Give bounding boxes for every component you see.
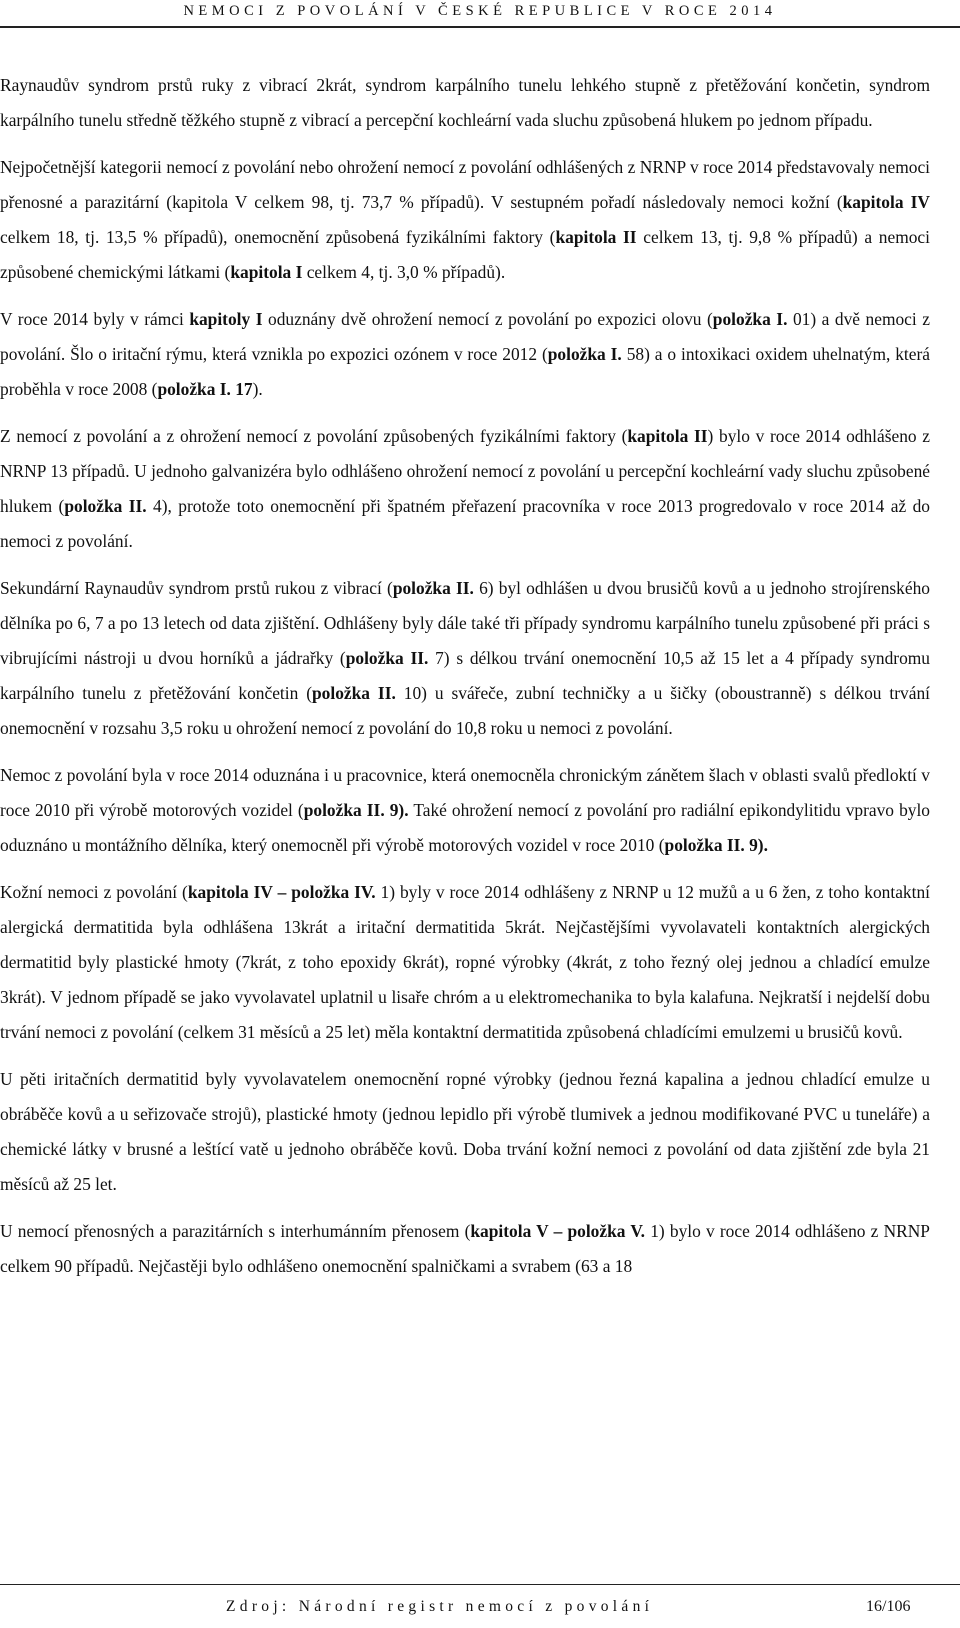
text-run: 4), protože toto onemocnění při špatném přeřazení pracovníka v roce 2013 progredovalo v roce 2014 až do nemoci z povolání. [0, 496, 930, 551]
paragraph-9 [0, 1214, 930, 1284]
bold-reference: položka II. [64, 496, 147, 516]
footer-rule [0, 1584, 960, 1585]
paragraph-3 [0, 302, 930, 407]
text-run: celkem 13, tj. 9,8 % případů) a nemoci způsobené chemickými látkami ( [0, 227, 930, 282]
header-rule [0, 26, 960, 28]
paragraph-6 [0, 758, 930, 863]
text-run: ). [252, 379, 263, 399]
text-run: Nejpočetnější kategorii nemocí z povolání nebo ohrožení nemocí z povolání odhlášených z NRNP v roce 2014 představovaly nemoci přenosné a parazitární (kapitola V celkem 98, tj. 73,7 % případů). V sestupném pořadí následovaly nemoci kožní ( [0, 157, 930, 212]
text-run: 6) byl odhlášen u dvou brusičů kovů a u jednoho strojírenského dělníka po 6, 7 a po 13 letech od data zjištění. Odhlášeny byly dále také tři případy syndromu karpálního tunelu způsobené při práci s vibrujícími nástroji u dvou horníků a jádrařky ( [0, 578, 930, 668]
paragraph-7 [0, 875, 930, 1050]
text-run: 58) a o intoxikaci oxidem uhelnatým, která proběhla v roce 2008 ( [0, 344, 930, 399]
text-run: 10) u svářeče, zubní techničky a u šičky (oboustranně) s délkou trvání onemocnění v rozsahu 3,5 roku u ohrožení nemocí z povolání do 10,8 roku u nemoci z povolání. [0, 683, 930, 738]
bold-reference: položka II. 9). [303, 800, 409, 820]
bold-reference: kapitola II [627, 426, 708, 446]
bold-reference: kapitoly I [189, 309, 263, 329]
text-run: ) bylo v roce 2014 odhlášeno z NRNP 13 případů. U jednoho galvanizéra bylo odhlášeno ohrožení nemocí z povolání u percepční kochleární vady sluchu způsobené hlukem ( [0, 426, 931, 516]
bold-reference: položka II. [312, 683, 396, 703]
text-run: celkem 4, tj. 3,0 % případů). [302, 262, 506, 282]
paragraph-1: Raynaudův syndrom prstů ruky z vibrací 2krát, syndrom karpálního tunelu lehkého stupně z přetěžování končetin, syndrom karpálního tunelu středně těžkého stupně z vibrací a percepční kochleární vada sluchu způsobená hlukem po jednom případu. [0, 75, 930, 130]
text-run: 1) bylo v roce 2014 odhlášeno z NRNP celkem 90 případů. Nejčastěji bylo odhlášeno onemocnění spalničkami a svrabem (63 a 18 [0, 1221, 930, 1276]
text-run: U nemocí přenosných a parazitárních s interhumánním přenosem ( [0, 1221, 471, 1241]
text-run: Sekundární Raynaudův syndrom prstů rukou z vibrací ( [0, 578, 393, 598]
bold-reference: položka II. 9). [664, 835, 768, 855]
text-run: Také ohrožení nemocí z povolání pro radiální epikondylitidu vpravo bylo oduznáno u montážního dělníka, který onemocněl při výrobě motorových vozidel v roce 2010 ( [0, 800, 930, 855]
running-header: NEMOCI Z POVOLÁNÍ V ČESKÉ REPUBLICE V ROCE 2014 [183, 3, 777, 19]
bold-reference: kapitola II [555, 227, 637, 247]
bold-reference: položka I. 17 [157, 379, 253, 399]
bold-reference: kapitola IV [842, 192, 930, 212]
paragraph-8: U pěti iritačních dermatitid byly vyvolavatelem onemocnění ropné výrobky (jednou řezná kapalina a jednou chladící emulze u obráběče kovů a u seřizovače strojů), plastické hmoty (jednou lepidlo při výrobě tlumivek a jednou modifikované PVC u tuneláře) a chemické látky v brusné a leštící vatě u jednoho obráběče kovů. Doba trvání kožní nemoci z povolání od data zjištění zde byla 21 měsíců až 25 let. [0, 1069, 930, 1194]
bold-reference: položka I. [547, 344, 622, 364]
bold-reference: položka II. [392, 578, 474, 598]
text-run: celkem 18, tj. 13,5 % případů), onemocnění způsobená fyzikálními faktory ( [0, 227, 556, 247]
document-body [0, 68, 930, 1296]
bold-reference: kapitola V – položka V. [470, 1221, 645, 1241]
paragraph-2 [0, 150, 930, 290]
text-run: 1) byly v roce 2014 odhlášeny z NRNP u 12 mužů a u 6 žen, z toho kontaktní alergická dermatitida byla odhlášena 13krát a iritační dermatitida 5krát. Nejčastějšími vyvolavateli kontaktních alergických dermatitid byly plastické hmoty (7krát, z toho epoxidy 6krát), ropné výrobky (4krát, z toho řezný olej jednou a chladící emulze 3krát). V jednom případě se jako vyvolavatel uplatnil u lisaře chróm a u elektromechanika to byla kalafuna. Nejkratší i nejdelší dobu trvání nemoci z povolání (celkem 31 měsíců a 25 let) měla kontaktní dermatitida způsobená chladícími emulzemi u brusičů kovů. [0, 882, 930, 1042]
text-run: V roce 2014 byly v rámci [0, 309, 190, 329]
text-run: Kožní nemoci z povolání ( [0, 882, 188, 902]
text-run: Z nemocí z povolání a z ohrožení nemocí z povolání způsobených fyzikálními faktory ( [0, 426, 628, 446]
text-run: oduznány dvě ohrožení nemocí z povolání po expozici olovu ( [262, 309, 713, 329]
text-run: 7) s délkou trvání onemocnění 10,5 až 15 let a 4 případy syndromu karpálního tunelu z přetěžování končetin ( [0, 648, 931, 703]
bold-reference: kapitola IV – položka IV. [187, 882, 376, 902]
paragraph-5 [0, 571, 930, 746]
footer-source: Zdroj: Národní registr nemocí z povolání [226, 1598, 654, 1615]
text-run: Nemoc z povolání byla v roce 2014 oduznána i u pracovnice, která onemocněla chronickým zánětem šlach v oblasti svalů předloktí v roce 2010 při výrobě motorových vozidel ( [0, 765, 930, 820]
bold-reference: kapitola I [230, 262, 303, 282]
paragraph-4 [0, 419, 930, 559]
page-number: 16/106 [866, 1598, 911, 1615]
bold-reference: položka I. [712, 309, 788, 329]
text-run: 01) a dvě nemoci z povolání. Šlo o iritační rýmu, která vznikla po expozici ozónem v roce 2012 ( [0, 309, 930, 364]
bold-reference: položka II. [345, 648, 429, 668]
